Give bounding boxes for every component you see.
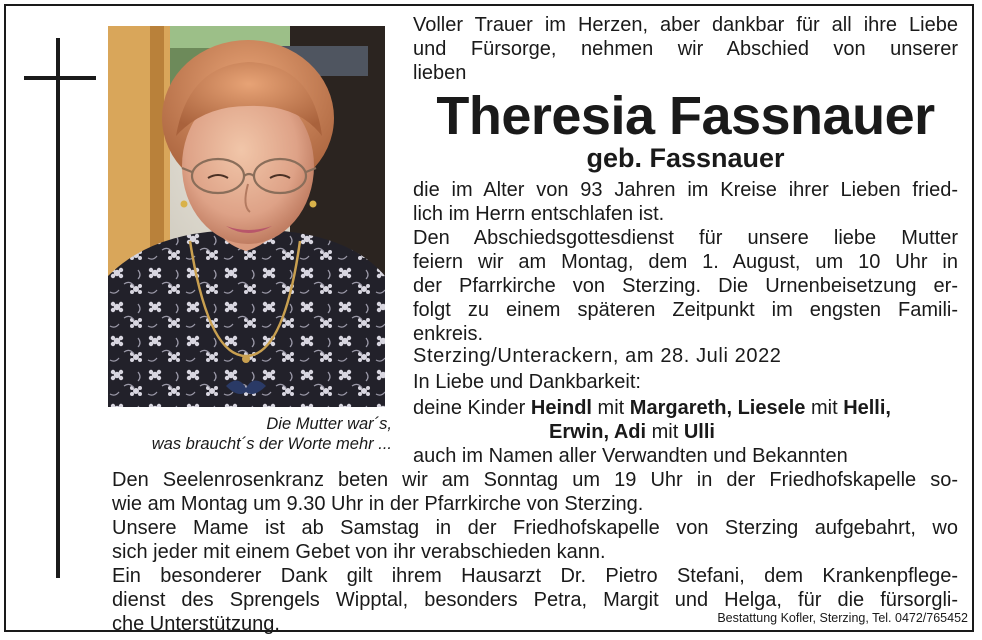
family-name-ulli: Ulli — [683, 421, 715, 443]
photo-caption — [104, 414, 392, 454]
body-line-7: enkreis. — [413, 323, 484, 345]
body-line-3: Den Abschiedsgottesdienst für unsere liebe Mutter — [413, 227, 958, 249]
family-mit-2: mit — [805, 397, 844, 419]
closing-phrase: In Liebe und Dankbarkeit: — [413, 371, 641, 393]
bottom-line-3: Unsere Mame ist ab Samstag in der Friedhofskapelle von Sterzing aufgebahrt, wo — [112, 517, 958, 539]
bottom-line-4: sich jeder mit einem Gebet von ihr verabschieden kann. — [112, 541, 606, 563]
family-mit-3: mit — [646, 421, 684, 443]
body-line-2: lich im Herrn entschlafen ist. — [413, 203, 665, 225]
bottom-line-1: Den Seelenrosenkranz beten wir am Sonntag um 19 Uhr in der Friedhofskapelle so- — [112, 469, 958, 491]
family-line-3: auch im Namen aller Verwandten und Bekannten — [413, 445, 848, 467]
family-name-margareth-liesele: Margareth, Liesele — [629, 397, 806, 419]
body-line-4: feiern wir am Montag, dem 1. August, um 10 Uhr in — [413, 251, 958, 273]
intro-line-2: und Fürsorge, nehmen wir Abschied von unserer — [413, 38, 958, 60]
cross-horizontal-bar — [24, 76, 96, 80]
bottom-line-7: che Unterstützung. — [112, 613, 280, 635]
caption-line-1: Die Mutter war´s, — [266, 415, 392, 433]
body-line-5: der Pfarrkirche von Sterzing. Die Urnenbeisetzung er- — [413, 275, 958, 297]
deceased-name: Theresia Fassnauer — [436, 86, 935, 146]
body-line-1: die im Alter von 93 Jahren im Kreise ihrer Lieben fried- — [413, 179, 958, 201]
portrait-illustration — [108, 26, 385, 407]
family-line-1 — [413, 396, 891, 420]
bottom-line-6: dienst des Sprengels Wipptal, besonders Petra, Margit und Helga, für die fürsorgli- — [112, 589, 958, 611]
family-line-2 — [549, 420, 715, 444]
intro-line-1: Voller Trauer im Herzen, aber dankbar für all ihre Liebe — [413, 14, 958, 36]
portrait-photo — [108, 26, 385, 407]
family-name-helli: Helli, — [843, 397, 891, 419]
place-date: Sterzing/Unterackern, am 28. Juli 2022 — [413, 345, 782, 367]
cross-vertical-bar — [56, 38, 60, 578]
family-name-erwin-adi: Erwin, Adi — [549, 421, 647, 443]
bottom-line-5: Ein besonderer Dank gilt ihrem Hausarzt Dr. Pietro Stefani, dem Krankenpflege- — [112, 565, 958, 587]
intro-line-3: lieben — [413, 62, 467, 84]
funeral-home-footer: Bestattung Kofler, Sterzing, Tel. 0472/765452 — [717, 611, 968, 625]
family-mit-1: mit — [592, 397, 630, 419]
family-name-heindl: Heindl — [530, 397, 592, 419]
family-prefix: deine Kinder — [413, 397, 531, 419]
birth-name: geb. Fassnauer — [586, 143, 785, 173]
bottom-line-2: wie am Montag um 9.30 Uhr in der Pfarrkirche von Sterzing. — [112, 493, 644, 515]
body-line-6: folgt zu einem späteren Zeitpunkt im engsten Famili- — [413, 299, 958, 321]
caption-line-2: was braucht´s der Worte mehr ... — [151, 435, 392, 453]
